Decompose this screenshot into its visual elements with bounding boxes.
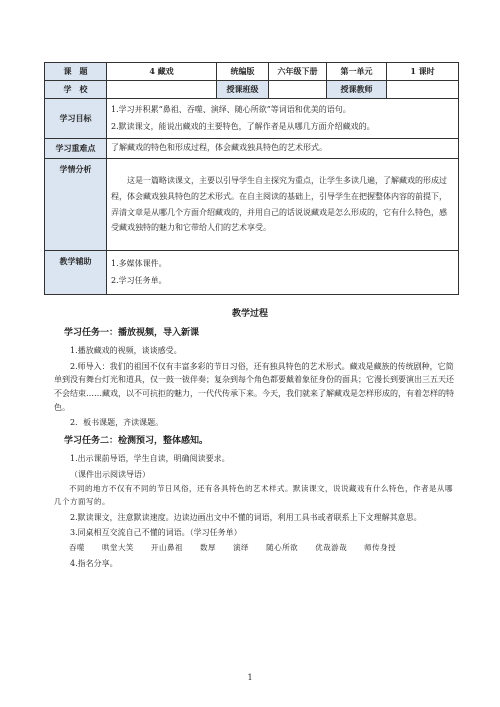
- vocab-word: 演绎: [233, 543, 250, 553]
- vocab-word: 优哉游哉: [315, 543, 348, 553]
- grade: 六年级下册: [269, 63, 327, 81]
- task1-p2: 2.师导入：我们的祖国不仅有丰富多彩的节日习俗，还有独具特色的艺术形式。藏戏是藏族的传统剧种，它简单到没有舞台灯光和道具，仅一鼓一钹伴奏；复杂到每个角色都要戴着象征身份的面具；它漫长到要演出三五天还不会结束……藏戏，以不可抗拒的魅力，一代代传承下来。今天，我们就来了解藏戏是怎样形成的，有着怎样的特色。: [54, 361, 454, 412]
- page-number: 1: [247, 673, 253, 682]
- task1-p1: 1.播放藏戏的视频，谈谈感受。: [70, 346, 182, 356]
- aid-item: 2.学习任务单。: [111, 275, 167, 285]
- analysis-row: [45, 159, 459, 251]
- task2-title: 学习任务二：检测预习，整体感知。: [64, 435, 209, 446]
- lesson-plan-table: [44, 62, 459, 295]
- analysis-text: 这是一篇略读课文，主要以引导学生自主探究为重点，让学生多读几遍，了解藏戏的形成过程，体会藏戏独具特色的艺术形式。在自主阅读的基础上，引导学生在把握整体内容的前提下，弄清文章是从哪几个方面介绍藏戏的，并用自己的话说说藏戏是怎么形成的，它有什么特色，感受藏戏独特的魅力和它带给人们的艺术享受。: [107, 159, 459, 251]
- teacher-value: [387, 81, 459, 99]
- process-content: [54, 322, 456, 572]
- key-points-label: 学习重难点: [45, 139, 107, 159]
- unit: 第一单元: [327, 63, 387, 81]
- topic-label: 课 题: [45, 63, 107, 81]
- vocab-word: 开山鼻祖: [151, 543, 184, 553]
- aid-item: 1.多媒体课件。: [111, 259, 167, 269]
- analysis-label: 学情分析: [45, 159, 107, 251]
- key-points-row: [45, 139, 459, 159]
- aids-row: [45, 251, 459, 295]
- aids-content: [107, 251, 459, 295]
- class-label: 授课班级: [217, 81, 269, 99]
- goal-item: 2.默读课文，能说出藏戏的主要特色，了解作者是从哪几方面介绍藏戏的。: [111, 121, 375, 131]
- school-row: [45, 81, 459, 99]
- goals-row: [45, 99, 459, 139]
- header-row: [45, 63, 459, 81]
- vocab-word: 师传身授: [364, 543, 397, 553]
- task2-p4: 2.默读课文，注意默读速度。边读边画出文中不懂的词语，利用工具书或者联系上下文理解其意思。: [70, 512, 422, 522]
- vocab-word: 数厚: [200, 543, 217, 553]
- task2-p2: （课件出示阅读导语）: [70, 469, 150, 479]
- key-points-text: 了解藏戏的特色和形成过程，体会藏戏独具特色的艺术形式。: [107, 139, 459, 159]
- task2-p5: 3.同桌相互交流自己不懂的词语。（学习任务单）: [70, 528, 242, 538]
- task2-p3: 不同的地方不仅有不同的节日风俗，还有各具特色的艺术样式。默读课文，说说藏戏有什么特色，作者是从哪几个方面写的。: [54, 484, 453, 507]
- task2-p1: 1.出示课前导语，学生自读，明确阅读要求。: [70, 454, 230, 464]
- vocab-word: 吞噬: [69, 543, 85, 553]
- task2-p6: 4.指名分享。: [70, 558, 118, 568]
- goals-content: [107, 99, 459, 139]
- teacher-label: 授课教师: [327, 81, 387, 99]
- task1-p3: 2．板书课题，齐读课题。: [70, 418, 164, 428]
- goals-label: 学习目标: [45, 99, 107, 139]
- class-value: [269, 81, 327, 99]
- vocab-word: 随心所欲: [266, 543, 299, 553]
- goal-item: 1.学习并积累“鼻祖、吞噬、演绎、随心所欲”等词语和优美的语句。: [111, 105, 351, 115]
- vocab-list: [54, 542, 456, 555]
- topic-value: 4 藏戏: [107, 63, 217, 81]
- aids-label: 教学辅助: [45, 251, 107, 295]
- vocab-word: 哄堂大笑: [102, 543, 135, 553]
- school-value: [107, 81, 217, 99]
- school-label: 学 校: [45, 81, 107, 99]
- hours: 1 课时: [387, 63, 459, 81]
- edition: 统编版: [217, 63, 269, 81]
- task1-title: 学习任务一：播放视频，导入新课: [64, 328, 200, 338]
- process-title: 教学过程: [231, 309, 268, 319]
